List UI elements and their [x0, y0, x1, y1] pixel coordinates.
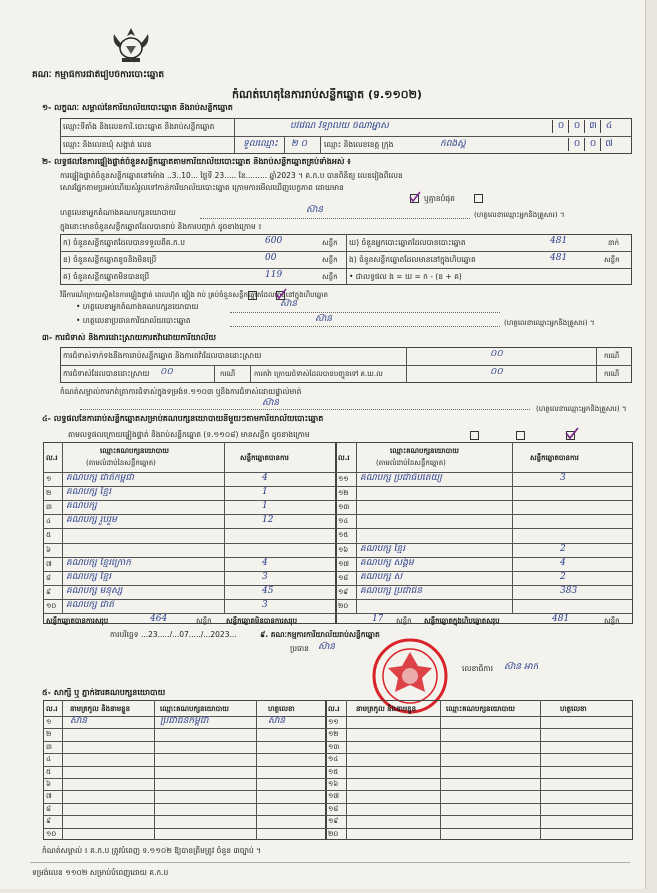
result-votes: 4 [262, 473, 268, 483]
result-no: ៣ [46, 503, 52, 512]
form-footer: ទម្រង់លេខ ១១០២ សម្រាប់បំពេញដោយ គ.ក.ប [32, 868, 169, 877]
verification-line-2: សោរផ្នែកតាមប្រអប់ហើយសំរួលទៅកាន់ការិយាល័យបោះឆ្នោត ក្រោមការមើលឃើញបេក្ខភាព ដោយមាន [60, 183, 344, 192]
resolved-objection-value: ០០ [160, 367, 173, 377]
result-no: ១៨ [338, 573, 349, 582]
result-no: ១៣ [338, 503, 350, 512]
count-note: ក្នុងនោះមានចំនួនសន្លឹកឆ្នោតដែលបានរាប់ និងការបញ្ជាក់ ដូចខាងក្រោម ៖ [60, 222, 262, 231]
witness-no: ៥ [46, 767, 51, 776]
witness-no: ១ [46, 718, 52, 726]
check-line: វិធីការណ៍ក្រោយស្ថិតនៃការផ្ទៀងផ្ទាត់ ពេលហ៊ុត ផ្ទៀង រាប់ គ្រប់ចំនួនសន្លឹកឆ្នោតដែលមាននៅក្នុងហិបឆ្នោត [60, 291, 328, 299]
result-no: ២០ [338, 601, 349, 610]
objection-note-sign: ស៊ាន់ [262, 398, 280, 408]
rep-sign-value: ស៊ាន់ [280, 299, 298, 309]
witness-name: ស៊ាន់ [70, 716, 88, 726]
objection-row1-value: ០០ [490, 349, 503, 359]
section3-heading: ៣- ការជំទាស់ និងការដោះស្រាយការតវ៉ាដោយការិយាល័យ [42, 333, 216, 342]
party-rep-sign-label: ហត្ថលេខាអ្នកតំណាងគណបក្សនយោបាយ [60, 208, 176, 217]
result-votes: 3 [560, 473, 566, 483]
witness-no: ៧ [46, 792, 52, 801]
result-no: ១០ [46, 601, 57, 610]
witness-no: ១៥ [328, 767, 339, 776]
result-no: ១ [46, 475, 52, 483]
result-party: គណបក្ស ជាតិ [66, 599, 114, 610]
witness-col-no: ល.រ [46, 705, 58, 713]
footnote: កំណត់សម្គាល់ ៖ គ.ក.ប ត្រូវបំពេញ ទ.១១០២ ឱ្យបានត្រឹមត្រូវ ចំនួន ៣ច្បាប់ ។ [42, 846, 262, 855]
no-witness-label: ឬគ្មានបំផុត [424, 194, 455, 203]
col-party-sub-left: (តាមលំដាប់នៃសន្លឹកឆ្នោត) [86, 459, 156, 467]
commune-code: ២ ០ [291, 139, 308, 149]
witness-col-name: នាមត្រកូល និងនាមខ្លួន [70, 705, 131, 713]
result-no: ១៤ [338, 517, 349, 526]
result-votes: 45 [262, 585, 274, 596]
sign-note-2: (ហត្ថលេខាឈ្មោះអ្នកនិងគ្រួសារ) ។ [504, 319, 595, 327]
witness-col-name-right: នាមត្រកូល និងនាមខ្លួន [356, 705, 417, 713]
total-ballots-label: សន្លឹកឆ្នោតក្នុងហិបឆ្នោតសរុប [424, 617, 500, 625]
result-party: គណបក្ស មនុស្ស [66, 585, 123, 596]
objection-note-end: (ហត្ថលេខាឈ្មោះអ្នកនិងគ្រួសារ) ។ [536, 405, 627, 413]
witness-no: ៤ [46, 755, 51, 764]
cambodia-emblem [108, 24, 154, 68]
chair-position-label: ប្រធាន [290, 644, 309, 653]
witness-no: ១៣ [328, 742, 340, 751]
witness-no: ១៧ [328, 792, 340, 801]
result-no: ១២ [338, 489, 349, 498]
witness-no: ១០ [46, 829, 57, 838]
total-invalid-label: សន្លឹកឆ្នោតមិនបានការសរុប [226, 617, 298, 625]
result-party: គណបក្ស ប្រជាជន [360, 585, 423, 596]
total-valid-label: សន្លឹកឆ្នោតបានការសរុប [46, 617, 109, 625]
result-party: គណបក្ស ស [360, 571, 403, 582]
row-divider [43, 528, 633, 529]
committee-label: ៩. គណៈកម្មការការិយាល័យរាប់សន្លឹកឆ្នោត [260, 630, 380, 639]
province-value: កំពង់ស្ពឺ [440, 139, 466, 149]
result-votes: 2 [560, 571, 566, 582]
result-no: ១៩ [338, 587, 349, 596]
section4-heading: ៤- លទ្ធផលនៃការរាប់សន្លឹកឆ្នោតសម្រាប់គណបក្សនយោបាយនីមួយៗតាមការិយាល័យបោះឆ្នោត [42, 414, 324, 423]
chair-position-value: ស៊ាន់ [318, 642, 336, 652]
witness-party: ប្រជាជនកម្ពុជា [160, 716, 209, 726]
option-box-1[interactable] [470, 431, 479, 440]
authority-label: គណៈ កម្មាធិការជាតិរៀបចំការបោះឆ្នោត [32, 70, 165, 80]
election-form-page: គណៈ កម្មាធិការជាតិរៀបចំការបោះឆ្នោត កំណត់ហេតុនៃការរាប់សន្លឹកឆ្នោត (ទ.១១០២) ១- លក្ខណៈ សម្គាល់នៃការិយាល័យបោះឆ្នោត និងរាប់សន្លឹកឆ្នោត ឈ្មោះទីតាំង និងលេខការិ.បោះឆ្នោត និងរាប់សន្លឹកឆ្នោត បរិវេណ វិទ្យាល័យ ចំណាំអ្នាស់ ឈ្មោះ និងលេខឃុំ សង្កាត់ លេខ ទួលឈ្មោះ ២ ០ ឈ្មោះ និងលេខខេត្ត ក្រុង កំពង់ស្ពឺ ០ ០ ៣ ៤ ០ ០ ៧ ២- លទ្ធផលនៃការផ្ទៀងផ្ទាត់ចំនួនសន្លឹកឆ្នោតតាមការិយាល័យបោះឆ្នោត និងរាប់សន្លឹកឆ្នោតគ្រប់ទាំងអស់ ៖ ការផ្ទៀងផ្ទាត់ចំនួនសន្លឹកឆ្នោតនៅម៉ោង ..3..10... ថ្ងៃទី 23..... ខែ......... ឆ្នាំ2023 ។ គ.ក.ប បានពិនិត្យ លេខរៀងពីលេខ សោរផ្នែកតាមប្រអប់ហើយសំរួលទៅកាន់ការិយាល័យបោះឆ្នោត ក្រោមការមើលឃើញបេក្ខភាព ដោយមាន ឬគ្មានបំផុត ហត្ថលេខាអ្នកតំណាងគណបក្សនយោបាយ ស៊ាន់ (ហត្ថលេខាឈ្មោះអ្នកនិងគ្រួសារ) ។ ក្នុងនោះមានចំនួនសន្លឹកឆ្នោតដែលបានរាប់ និងការបញ្ជាក់ ដូចខាងក្រោម ៖ ក) ចំនួនសន្លឹកឆ្នោតដែលបានទទួលពីគ.ក.ប 600 សន្លឹក ឃ) ចំនួនអ្នកបោះឆ្នោតដែលបានបោះឆ្នោត 481 នាក់ ខ) ចំនួនសន្លឹកឆ្នោតខូចនិងមិនប្រើ 00 សន្លឹក ង) ចំនួនសន្លឹកឆ្នោតដែលមាននៅក្នុងហិបឆ្នោត 481 សន្លឹក គ) ចំនួនសន្លឹកឆ្នោតមិនបានប្រើ 119 សន្លឹក • ជាលទ្ធផល ង = ឃ = ក - (ខ + គ) វិធីការណ៍ក្រោយស្ថិតនៃការផ្ទៀងផ្ទាត់ ពេលហ៊ុត ផ្ទៀង រាប់ គ្រប់ចំនួនសន្លឹកឆ្នោតដែលមាននៅក្នុងហិបឆ្នោត • ហត្ថលេខាអ្នកតំណាងគណបក្សនយោបាយ ស៊ាន់ • ហត្ថលេខាប្រធានការិយាល័យបោះឆ្នោត ស៊ាន់ (ហត្ថលេខាឈ្មោះអ្នកនិងគ្រួសារ) ។ ៣- ការជំទាស់ និងការដោះស្រាយការតវ៉ាដោយការិយាល័យ ការជំទាស់ទាក់ទងនឹងការរាប់សន្លឹកឆ្នោត និងការតវ៉ាដែលបានដោះស្រាយ ០០ ករណី ការជំទាស់ដែលបានដោះស្រាយ ០០ ករណី ការតវ៉ា ក្រោយជំទាស់ដែលបានបញ្ជូនទៅ គ.ឃ.ល ០០ ករណី កំណត់សម្គាល់ការកត់ត្រាការជំទាស់ក្នុងទម្រង់ទ.១១០៣ ឬនិងការជំទាស់ដោយផ្ទាល់មាត់ ស៊ាន់ (ហត្ថលេខាឈ្មោះអ្នកនិងគ្រួសារ) ។ ៤- លទ្ធផលនៃការរាប់សន្លឹកឆ្នោតសម្រាប់គណបក្សនយោបាយនីមួយៗតាមការិយាល័យបោះឆ្នោត តាមលទ្ធផលក្រោយផ្ទៀងផ្ទាត់ និងរាប់សន្លឹកឆ្នោត (ទ.១១០៨) មានសន្លឹក ដូចខាងក្រោម ល.រ ឈ្មោះគណបក្សនយោបាយ (តាមលំដាប់នៃសន្លឹកឆ្នោត) សន្លឹកឆ្នោតបានការ ល.រ ឈ្មោះគណបក្សនយោបាយ (តាមលំដាប់នៃសន្លឹកឆ្នោត) សន្លឹកឆ្នោតបានការ ១ គណបក្ស ជាតិកម្ពុជា 4 ១១ គណបក្ស ប្រជាធិបតេយ្យ 3 ២ គណបក្ស ខ្មែរ 1 ១២ ៣ គណបក្ស 1 ១៣ ៤ គណបក្ស រួបរួម 12 ១៤ ៥ ១៥ ៦ ១៦ គណបក្ស ខ្មែរ 2 ៧ គណបក្ស ខ្មែរក្រោក 4 ១៧ គណបក្ស សង្គម 4 ៨ គណបក្ស ខ្មែរ 3 ១៨ គណបក្ស ស 2 ៩ គណបក្ស មនុស្ស 45 ១៩ គណបក្ស ប្រជាជន 383 ១០ គណបក្ស ជាតិ 3 ២០ សន្លឹកឆ្នោតបានការសរុប 464 សន្លឹក សន្លឹកឆ្នោតមិនបានការសរុប 17 សន្លឹក សន្លឹកឆ្នោតក្នុងហិបឆ្នោតសរុប 481 សន្លឹក ការបរិច្ឆេទ ...23...../...07...../...2023... ៩. គណៈកម្មការការិយាល័យរាប់សន្លឹកឆ្នោត ប្រធាន ស៊ាន់ លេខាធិការ ស៊ាន់ អាក់ ៥- សាក្សី ឬ ភ្នាក់ងារគណបក្សនយោបាយ ល.រ នាមត្រកូល និងនាមខ្លួន ឈ្មោះគណបក្សនយោបាយ ហត្ថលេខា ល.រ នាមត្រកូល និងនាមខ្លួន ឈ្មោះគណបក្សនយោបាយ ហត្ថលេខា ១ ស៊ាន់ ប្រជាជនកម្ពុជា ស៊ាន់ ១១ ២ ១២ ៣ ១៣ ៤ ១៤ ៥ ១៥ ៦ ១៦ ៧ ១៧ ៨ ១៨ ៩ ១៩ ១០ ២០ កំណត់សម្គាល់ ៖ គ.ក.ប ត្រូវបំពេញ ទ.១១០២ ឱ្យបានត្រឹមត្រូវ ចំនួន ៣ច្បាប់ ។ ទម្រង់លេខ ១១០២ សម្រាប់បំពេញដោយ គ.ក.ប [0, 0, 646, 889]
result-no: ៥ [46, 531, 51, 540]
commune-value: ទួលឈ្មោះ [243, 139, 278, 149]
witness-col-party: ឈ្មោះគណបក្សនយោបាយ [160, 705, 229, 713]
forwarded-objection-value: ០០ [490, 367, 503, 377]
objection-row1-label: ការជំទាស់ទាក់ទងនឹងការរាប់សន្លឹកឆ្នោត និងការតវ៉ាដែលបានដោះស្រាយ [63, 351, 262, 360]
verification-line: ការផ្ទៀងផ្ទាត់ចំនួនសន្លឹកឆ្នោតនៅម៉ោង ..3..10... ថ្ងៃទី 23..... ខែ......... ឆ្នាំ2023 ។ គ.ក.ប បានពិនិត្យ លេខរៀងពីលេខ [60, 171, 403, 180]
total-ballots-value: 481 [552, 614, 570, 624]
col-party-left: ឈ្មោះគណបក្សនយោបាយ [100, 447, 169, 455]
section1-heading: ១- លក្ខណៈ សម្គាល់នៃការិយាល័យបោះឆ្នោត និងរាប់សន្លឹកឆ្នោត [42, 103, 233, 112]
objection-note: កំណត់សម្គាល់ការកត់ត្រាការជំទាស់ក្នុងទម្រង់ទ.១១០៣ ឬនិងការជំទាស់ដោយផ្ទាល់មាត់ [60, 387, 302, 396]
result-votes: 4 [560, 557, 566, 568]
col-party-right: ឈ្មោះគណបក្សនយោបាយ [390, 447, 459, 455]
witness-no: ៨ [46, 804, 51, 813]
forwarded-objection-label: ការតវ៉ា ក្រោយជំទាស់ដែលបានបញ្ជូនទៅ គ.ឃ.ល [254, 370, 383, 378]
form-title: កំណត់ហេតុនៃការរាប់សន្លឹកឆ្នោត (ទ.១១០២) [232, 88, 422, 101]
result-party: គណបក្ស ជាតិកម្ពុជា [66, 473, 134, 483]
location-value: បរិវេណ វិទ្យាល័យ ចំណាំអ្នាស់ [290, 121, 389, 131]
section4-subline: តាមលទ្ធផលក្រោយផ្ទៀងផ្ទាត់ និងរាប់សន្លឹកឆ្នោត (ទ.១១០៨) មានសន្លឹក ដូចខាងក្រោម [68, 430, 310, 439]
location-label: ឈ្មោះទីតាំង និងលេខការិ.បោះឆ្នោត និងរាប់សន្លឹកឆ្នោត [63, 122, 215, 131]
result-party: គណបក្ស ខ្មែរក្រោក [66, 557, 131, 568]
sign-note: (ហត្ថលេខាឈ្មោះអ្នកនិងគ្រួសារ) ។ [474, 211, 565, 219]
result-votes: 4 [262, 557, 268, 568]
checkmark-icon [275, 289, 287, 299]
section2-heading: ២- លទ្ធផលនៃការផ្ទៀងផ្ទាត់ចំនួនសន្លឹកឆ្នោតតាមការិយាល័យបោះឆ្នោត និងរាប់សន្លឹកឆ្នោតគ្រប់ទាំងអស់ ៖ [42, 157, 351, 166]
checkmark-icon [409, 192, 421, 202]
result-votes: 3 [262, 571, 268, 582]
province-label: ឈ្មោះ និងលេខខេត្ត ក្រុង [324, 140, 394, 149]
secretary-label: លេខាធិការ [462, 664, 493, 673]
rep-sign-label: • ហត្ថលេខាអ្នកតំណាងគណបក្សនយោបាយ [76, 302, 199, 311]
total-invalid-value: 17 [372, 614, 384, 624]
result-votes: 3 [262, 599, 268, 610]
chief-sign-value: ស៊ាន់ [315, 314, 333, 324]
result-party: គណបក្ស ប្រជាធិបតេយ្យ [360, 473, 442, 483]
result-votes: 2 [560, 543, 566, 554]
witness-col-sign-right: ហត្ថលេខា [560, 705, 587, 713]
secretary-value: ស៊ាន់ អាក់ [504, 662, 539, 672]
witness-no: ១២ [328, 730, 339, 739]
result-party: គណបក្ស [66, 501, 97, 512]
result-votes: 383 [560, 585, 578, 596]
witness-col-no-right: ល.រ [328, 705, 340, 713]
result-votes: 1 [262, 487, 268, 498]
result-party: គណបក្ស សង្គម [360, 557, 414, 568]
date-line: ការបរិច្ឆេទ ...23...../...07...../...2023... [110, 630, 237, 639]
result-no: ១៧ [338, 559, 350, 568]
check-no-box[interactable] [248, 291, 257, 300]
total-valid-value: 464 [150, 614, 168, 624]
witness-sign: ស៊ាន់ [268, 716, 286, 726]
result-no: ៨ [46, 573, 51, 582]
witness-col-party-right: ឈ្មោះគណបក្សនយោបាយ [446, 705, 515, 713]
result-votes: 1 [262, 501, 268, 512]
checkmark-icon [565, 428, 579, 439]
col-votes-left: សន្លឹកឆ្នោតបានការ [240, 454, 289, 462]
result-party: គណបក្ស ខ្មែរ [66, 487, 112, 498]
witness-no: ១៩ [328, 817, 339, 826]
result-no: ១១ [338, 475, 349, 483]
result-no: ៤ [46, 517, 51, 526]
party-rep-sign-value: ស៊ាន់ [306, 205, 324, 215]
chief-sign-label: • ហត្ថលេខាប្រធានការិយាល័យបោះឆ្នោត [76, 316, 191, 325]
witness-no: ១១ [328, 718, 339, 726]
col-party-sub-right: (តាមលំដាប់នៃសន្លឹកឆ្នោត) [376, 459, 446, 467]
witness-no: ១៤ [328, 755, 339, 764]
witness-no: ១៦ [328, 780, 339, 788]
witness-no: ៣ [46, 742, 52, 751]
result-no: ១៥ [338, 531, 349, 540]
col-votes-right: សន្លឹកឆ្នោតបានការ [530, 454, 579, 462]
col-no-right: ល.រ [338, 454, 350, 462]
result-votes: 12 [262, 515, 274, 526]
result-no: ៦ [46, 545, 51, 554]
section5-heading: ៥- សាក្សី ឬ ភ្នាក់ងារគណបក្សនយោបាយ [42, 688, 166, 697]
result-party: គណបក្ស ខ្មែរ [66, 571, 112, 582]
col-no-left: ល.រ [46, 454, 58, 462]
resolved-objection-label: ការជំទាស់ដែលបានដោះស្រាយ [63, 369, 150, 378]
option-box-2[interactable] [516, 431, 525, 440]
result-party: គណបក្ស រួបរួម [66, 515, 117, 526]
row-divider [43, 543, 633, 544]
witness-no: ១៨ [328, 804, 339, 813]
no-witness-checkbox[interactable] [474, 194, 483, 203]
witness-no: ២ [46, 730, 52, 739]
result-no: ៩ [46, 587, 51, 596]
result-party: គណបក្ស ខ្មែរ [360, 543, 406, 554]
result-no: ២ [46, 489, 52, 498]
witness-no: ៦ [46, 780, 51, 788]
witness-col-sign: ហត្ថលេខា [268, 705, 295, 713]
result-no: ១៦ [338, 545, 349, 554]
witness-no: ៩ [46, 817, 51, 826]
witness-no: ២០ [328, 829, 339, 838]
result-no: ៧ [46, 559, 52, 568]
commune-label: ឈ្មោះ និងលេខឃុំ សង្កាត់ លេខ [63, 140, 152, 149]
